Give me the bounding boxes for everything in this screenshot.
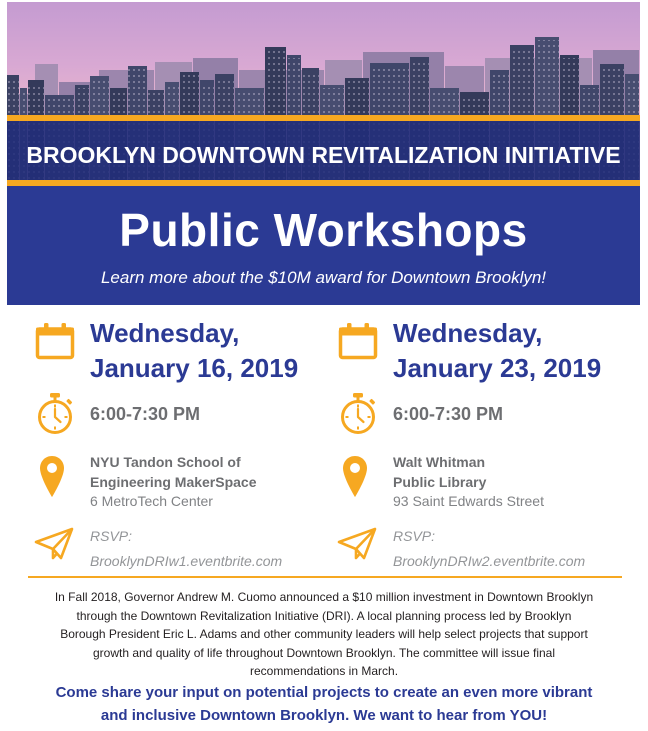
- venue-address: 93 Saint Edwards Street: [393, 493, 544, 509]
- workshop-venue: [90, 453, 257, 512]
- venue-name-line-1: Walt Whitman: [393, 454, 486, 470]
- location-pin-icon: [39, 455, 65, 498]
- calendar-icon: [35, 322, 75, 360]
- venue-name-line-2: Public Library: [393, 473, 487, 490]
- description-line: Borough President Eric L. Adams and other community leaders will help select projects that support: [60, 627, 588, 641]
- rsvp-link[interactable]: BrooklynDRIw2.eventbrite.com: [393, 553, 586, 569]
- workshop-card-2: [303, 0, 648, 575]
- paper-plane-icon: [34, 527, 74, 561]
- location-pin-icon: [342, 455, 368, 498]
- workshop-time: 6:00-7:30 PM: [393, 404, 504, 424]
- workshop-full-date: January 16, 2019: [90, 353, 299, 383]
- venue-name-line-2: Engineering MakerSpace: [90, 473, 257, 490]
- workshop-date: [393, 316, 601, 386]
- description-line: through the Downtown Revitalization Initiative (DRI). A local planning process led by Brooklyn: [76, 608, 572, 623]
- paper-plane-icon: [337, 527, 377, 561]
- page-title: Public Workshops: [119, 204, 528, 256]
- description-line: growth and quality of life throughout Downtown Brooklyn. The committee will issue final: [92, 645, 555, 660]
- rsvp-label: RSVP:: [90, 528, 133, 544]
- call-to-action-line: and inclusive Downtown Brooklyn. We want to hear from YOU!: [100, 707, 548, 724]
- stopwatch-icon: [338, 392, 378, 435]
- venue-name-line-1: NYU Tandon School of: [90, 454, 241, 470]
- call-to-action-line: Come share your input on potential projects to create an even more vibrant: [55, 684, 593, 701]
- orange-divider: [28, 576, 622, 578]
- description-paragraph: [0, 588, 648, 681]
- organization-name: BROOKLYN DOWNTOWN REVITALIZATION INITIATIVE: [26, 142, 621, 168]
- rsvp-block: [90, 524, 282, 574]
- rsvp-link[interactable]: BrooklynDRIw1.eventbrite.com: [90, 553, 283, 569]
- call-to-action: [0, 681, 648, 727]
- rsvp-block: [393, 524, 585, 574]
- workshop-full-date: January 23, 2019: [393, 353, 602, 383]
- stopwatch-icon: [35, 392, 75, 435]
- workshop-card-1: [0, 0, 303, 575]
- workshop-day: Wednesday,: [90, 318, 240, 348]
- description-line: In Fall 2018, Governor Andrew M. Cuomo announced a $10 million investment in Downtown Brooklyn: [54, 590, 594, 604]
- workshop-day: Wednesday,: [393, 318, 543, 348]
- description-line: recommendations in March.: [249, 664, 399, 678]
- venue-address: 6 MetroTech Center: [90, 493, 213, 509]
- workshop-time: 6:00-7:30 PM: [90, 404, 201, 424]
- calendar-icon: [338, 322, 378, 360]
- rsvp-label: RSVP:: [393, 528, 436, 544]
- workshop-venue: [393, 453, 544, 512]
- page-subtitle: Learn more about the $10M award for Downtown Brooklyn!: [100, 268, 547, 287]
- workshop-date: [90, 316, 298, 386]
